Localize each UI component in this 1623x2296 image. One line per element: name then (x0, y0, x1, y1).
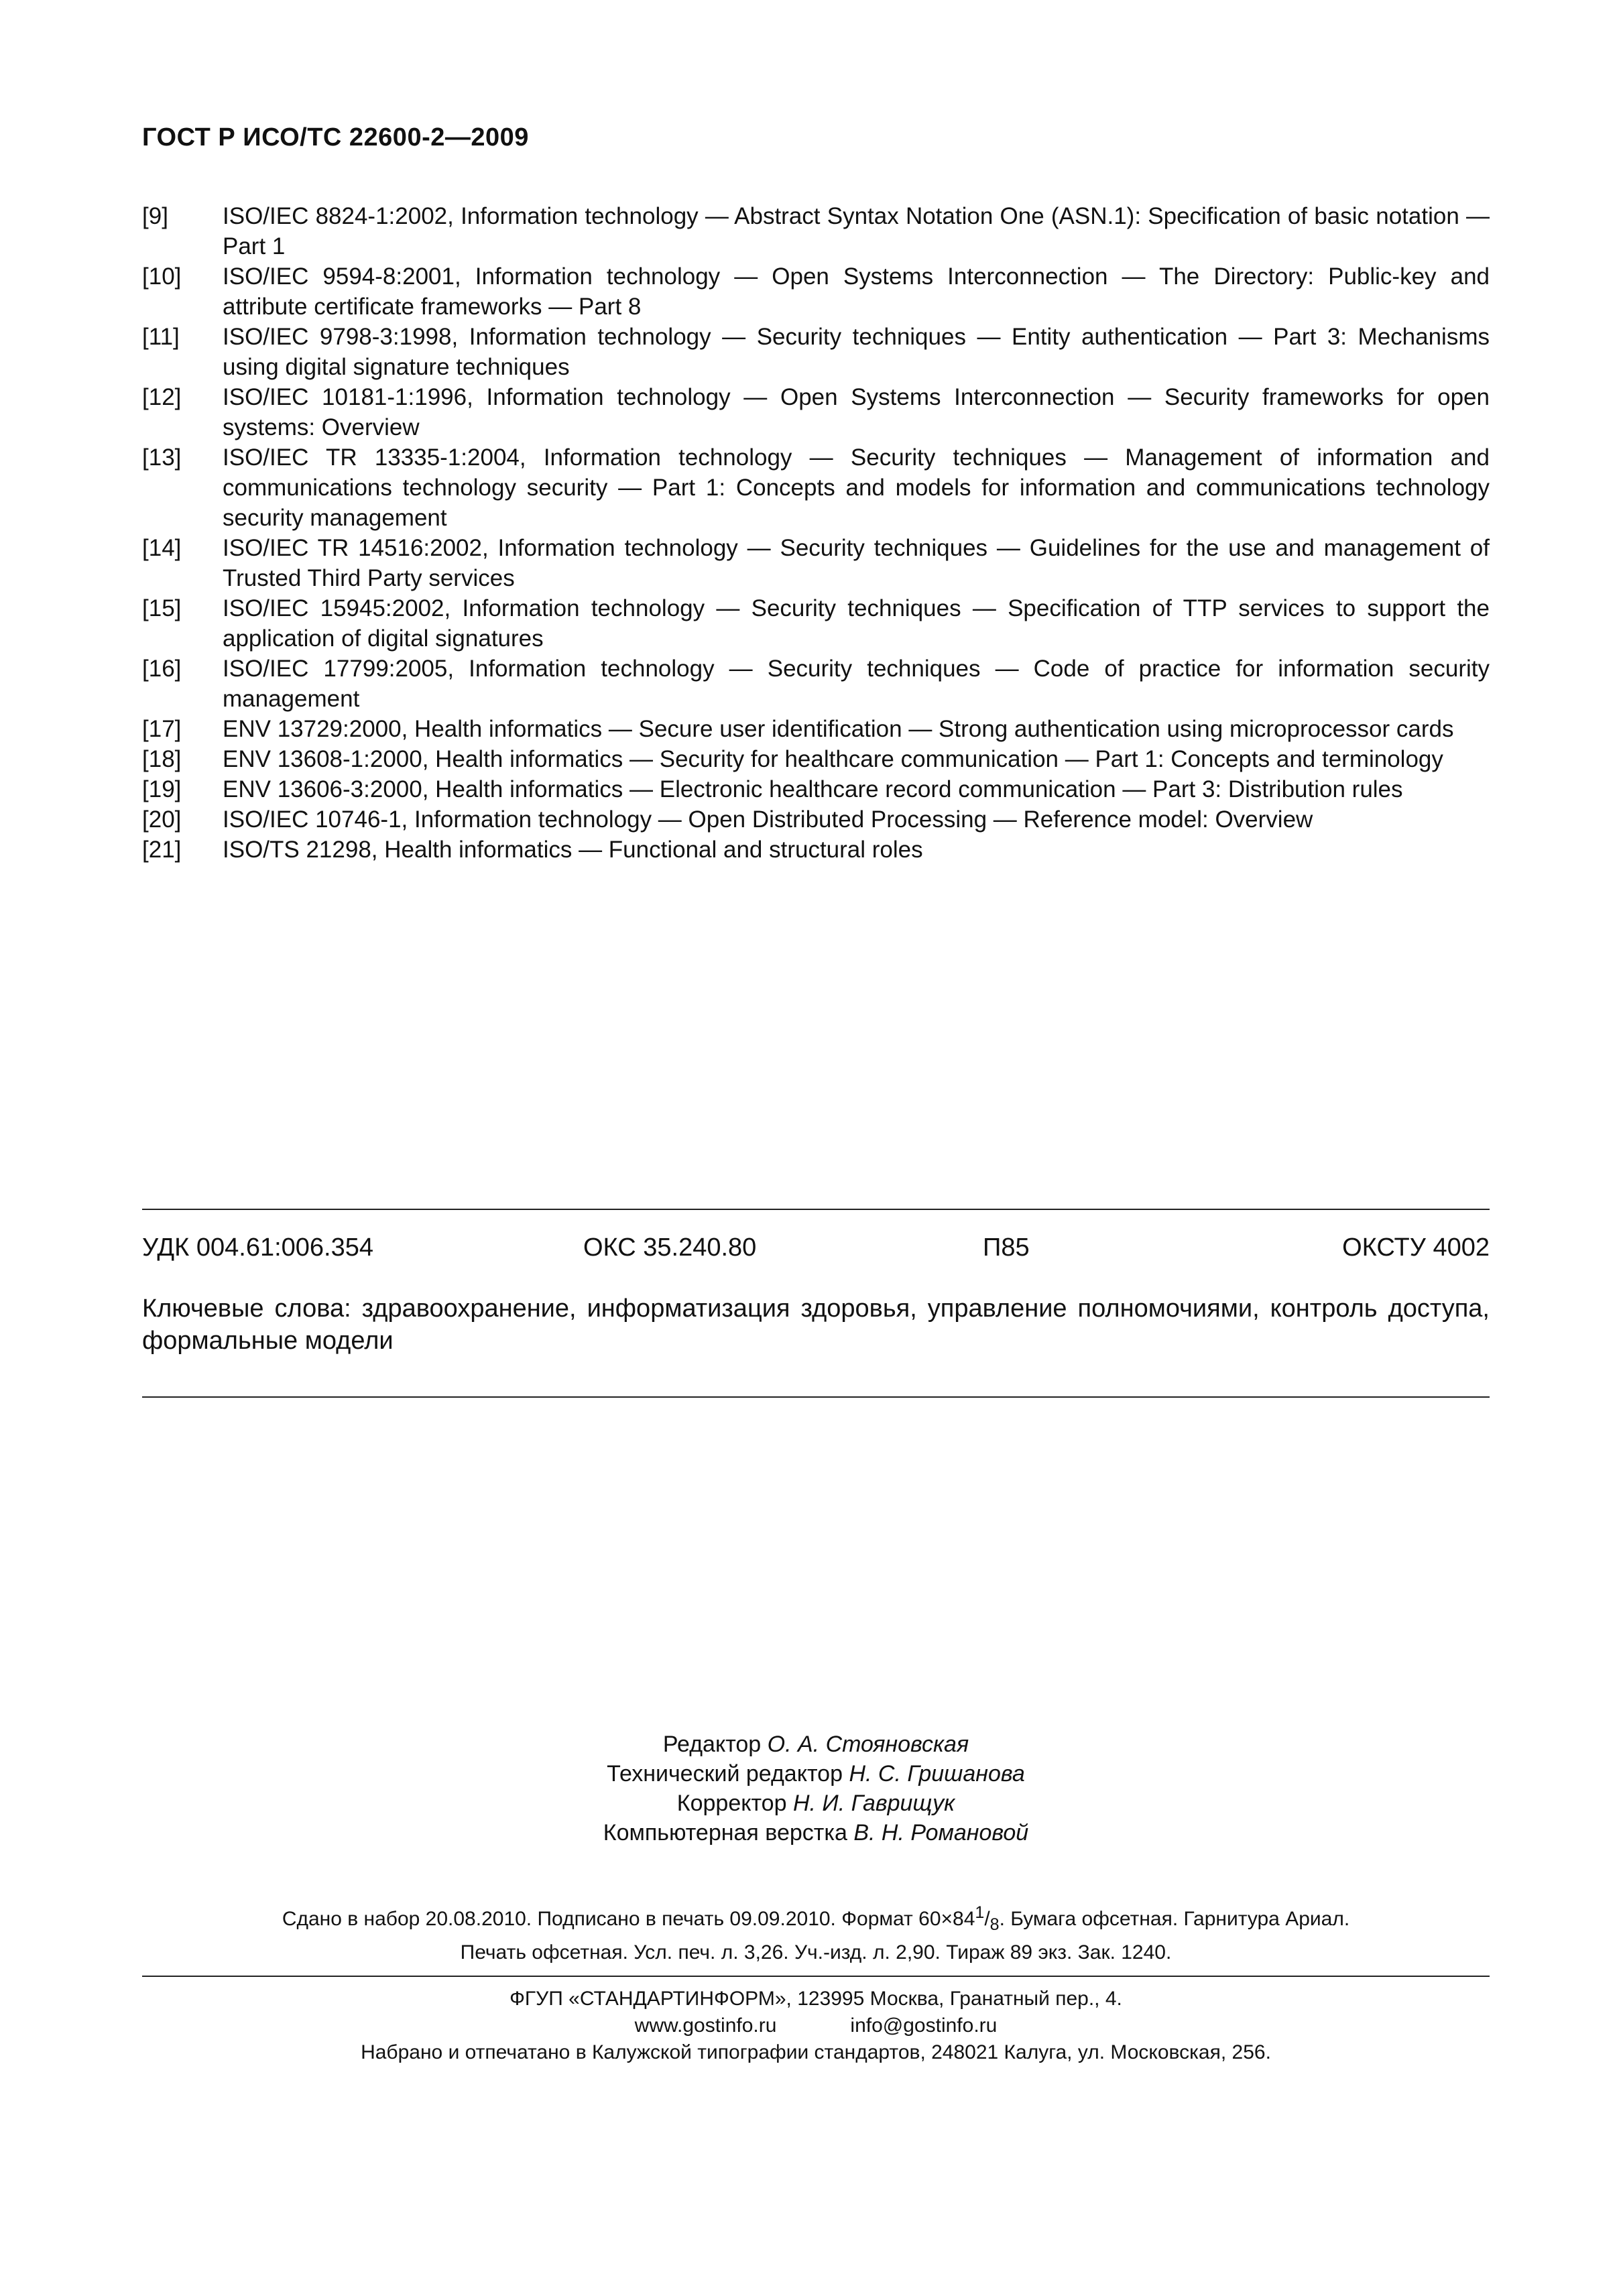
reference-text: ISO/IEC TR 13335-1:2004, Information technology — Security techniques — Management of information and communications technology security — Part 1: Concepts and models for information and communications technology security management (223, 444, 1490, 531)
reference-number: [14] (142, 535, 182, 561)
imprint-line-2: Печать офсетная. Усл. печ. л. 3,26. Уч.-изд. л. 2,90. Тираж 89 экз. Зак. 1240. (460, 1941, 1172, 1963)
keywords-paragraph: Ключевые слова: здравоохранение, информатизация здоровья, управление полномочиями, контроль доступа, формальные модели (142, 1294, 1490, 1355)
reference-item (142, 714, 1490, 744)
email-link[interactable]: info@gostinfo.ru (850, 2014, 998, 2037)
credit-role: Технический редактор (607, 1761, 843, 1787)
udk-code: УДК 004.61:006.354 (142, 1233, 374, 1262)
reference-number: [18] (142, 746, 182, 772)
reference-number: [16] (142, 656, 182, 682)
reference-item (142, 442, 1490, 533)
reference-number: [17] (142, 716, 182, 742)
publisher-block (142, 1986, 1490, 2066)
reference-text: ISO/TS 21298, Health informatics — Functional and structural roles (223, 837, 923, 863)
credit-role: Корректор (676, 1791, 787, 1816)
credit-line (142, 1789, 1490, 1818)
credit-name: Н. С. Гришанова (849, 1761, 1025, 1787)
reference-number: [12] (142, 384, 182, 410)
reference-number: [9] (142, 203, 168, 229)
credits-block (142, 1730, 1490, 1848)
reference-item (142, 744, 1490, 774)
reference-item (142, 593, 1490, 654)
p-code: П85 (983, 1233, 1030, 1262)
bibliography-list (142, 201, 1490, 865)
divider-bottom (142, 1976, 1490, 1977)
credit-role: Редактор (662, 1732, 762, 1757)
divider-top (142, 1209, 1490, 1210)
credit-role: Компьютерная верстка (603, 1820, 847, 1846)
reference-text: ENV 13606-3:2000, Health informatics — Electronic healthcare record communication — Part 3: Distribution rules (223, 776, 1403, 802)
reference-number: [15] (142, 595, 182, 621)
reference-item (142, 322, 1490, 382)
okstu-code: ОКСТУ 4002 (1342, 1233, 1490, 1262)
page-header-title: ГОСТ Р ИСО/ТС 22600-2—2009 (142, 123, 529, 152)
reference-text: ISO/IEC 9594-8:2001, Information technology — Open Systems Interconnection — The Directory: Public-key and attribute certificate frameworks — Part 8 (223, 263, 1490, 320)
reference-item (142, 382, 1490, 442)
imprint-line-1: Сдано в набор 20.08.2010. Подписано в печать 09.09.2010. Формат $60\times 84^1/_8$. Бумага офсетная. Гарнитура Ариал. (282, 1903, 1350, 1934)
reference-item (142, 201, 1490, 261)
printer-info: Набрано и отпечатано в Калужской типографии стандартов, 248021 Калуга, ул. Московская, 256. (361, 2041, 1271, 2063)
credit-name: Н. И. Гаврищук (792, 1791, 955, 1816)
credit-line (142, 1730, 1490, 1759)
reference-text: ISO/IEC 10181-1:1996, Information technology — Open Systems Interconnection — Security frameworks for open systems: Overview (223, 384, 1490, 440)
reference-text: ISO/IEC 10746-1, Information technology — Open Distributed Processing — Reference model: Overview (223, 806, 1313, 833)
reference-number: [19] (142, 776, 182, 802)
website-link[interactable]: www.gostinfo.ru (634, 2014, 777, 2037)
reference-number: [21] (142, 837, 182, 863)
imprint-block (142, 1898, 1490, 1967)
credit-line (142, 1818, 1490, 1848)
reference-number: [10] (142, 263, 182, 290)
credit-name: В. Н. Романовой (853, 1820, 1029, 1846)
reference-text: ENV 13729:2000, Health informatics — Secure user identification — Strong authentication using microprocessor cards (223, 716, 1454, 742)
format-fraction-denominator: 8 (989, 1915, 1000, 1934)
reference-number: [13] (142, 444, 182, 471)
reference-text: ISO/IEC TR 14516:2002, Information technology — Security techniques — Guidelines for the use and management of Trusted Third Party services (223, 535, 1490, 591)
reference-item (142, 774, 1490, 804)
reference-item (142, 533, 1490, 593)
reference-item (142, 261, 1490, 322)
reference-text: ENV 13608-1:2000, Health informatics — Security for healthcare communication — Part 1: Concepts and terminology (223, 746, 1443, 772)
reference-text: ISO/IEC 15945:2002, Information technology — Security techniques — Specification of TTP services to support the application of digital signatures (223, 595, 1490, 652)
oks-code: ОКС 35.240.80 (583, 1233, 757, 1262)
format-fraction-numerator: 1 (975, 1903, 985, 1922)
divider-middle (142, 1396, 1490, 1398)
reference-number: [11] (142, 324, 180, 350)
publisher-address: ФГУП «СТАНДАРТИНФОРМ», 123995 Москва, Гранатный пер., 4. (509, 1988, 1122, 2010)
reference-text: ISO/IEC 8824-1:2002, Information technology — Abstract Syntax Notation One (ASN.1): Specification of basic notation — Part 1 (223, 203, 1490, 259)
reference-item (142, 804, 1490, 835)
reference-text: ISO/IEC 9798-3:1998, Information technology — Security techniques — Entity authentication — Part 3: Mechanisms using digital signature techniques (223, 324, 1490, 380)
reference-item (142, 654, 1490, 714)
reference-item (142, 835, 1490, 865)
credit-line (142, 1759, 1490, 1789)
reference-text: ISO/IEC 17799:2005, Information technology — Security techniques — Code of practice for information security management (223, 656, 1490, 712)
publisher-contacts (142, 2012, 1490, 2039)
credit-name: О. А. Стояновская (767, 1732, 969, 1757)
reference-number: [20] (142, 806, 182, 833)
